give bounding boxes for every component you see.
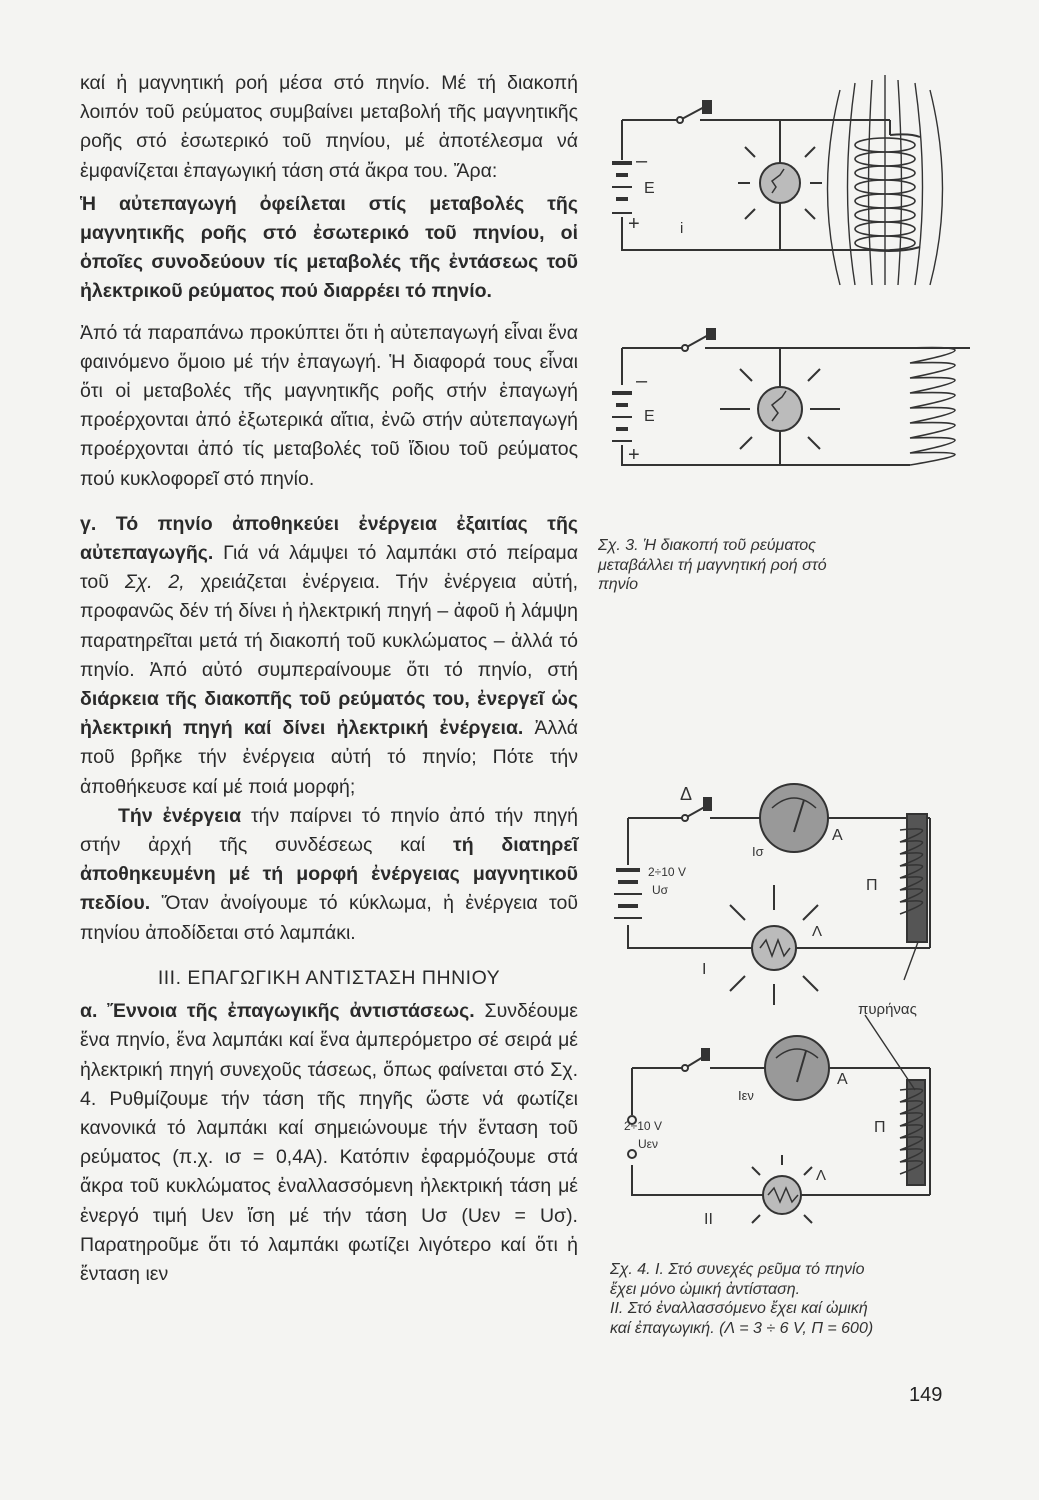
text-column xyxy=(80,69,578,1289)
page-number: 149 xyxy=(909,1384,943,1406)
section-heading: ΙΙΙ. ΕΠΑΓΩΓΙΚΗ ΑΝΤΙΣΤΑΣΗ ΠΗΝΙΟΥ xyxy=(157,966,501,989)
definition-bold: Ἡ αὐτεπαγωγή ὀφείλεται στίς μεταβολές τῆς μαγνητικῆς ροῆς στό ἐσωτερικό τοῦ πηνίου, οἱ ὁποῖες συνοδεύουν τίς μεταβολές τῆς ἐντάσεως τοῦ ἠλεκτρικοῦ ρεύματος πού διαρρέει τό πηνίο. xyxy=(80,192,578,303)
fig4-A2: A xyxy=(837,1071,848,1088)
subheading-alpha: α. Ἔννοια τῆς ἐπαγωγικῆς ἀντιστάσεως. xyxy=(80,1000,475,1023)
definition-self-induction xyxy=(80,190,578,307)
figure-3-caption: Σχ. 3. Ἡ διακοπή τοῦ ρεύματος μεταβάλλει τή μαγνητική ροή στό πηνίο xyxy=(598,537,827,593)
fig4-Lambda2: Λ xyxy=(816,1167,827,1184)
fig4-I: I xyxy=(702,961,707,978)
figure-3 xyxy=(600,75,1000,485)
fig3-plus: + xyxy=(628,213,640,235)
fig4-Delta: Δ xyxy=(680,784,693,804)
fig4-Pi2: Π xyxy=(874,1119,886,1136)
fig4-V2: 2÷10 V xyxy=(624,1119,662,1133)
figure-reference: Σχ. 2, xyxy=(124,571,185,594)
fig4-II: II xyxy=(704,1211,713,1228)
fig4-Is: Iσ xyxy=(752,844,764,859)
fig3b-minus: – xyxy=(636,370,648,392)
fig3b-plus: + xyxy=(628,444,640,466)
fig4-Iev: Iεν xyxy=(738,1088,754,1103)
figure-4-caption: Σχ. 4. Ι. Στό συνεχές ρεῦμα τό πηνίο ἔχει μόνο ὠμική ἀντίσταση. ΙΙ. Στό ἐναλλασσόμενο ἔχει καί ὠμική καί ἐπαγωγική. (Λ = 3 ÷ 6 V, Π = 600) xyxy=(610,1261,874,1337)
fig4-V1: 2÷10 V xyxy=(648,865,686,879)
paragraph-1: καί ἡ μαγνητική ροή μέσα στό πηνίο. Μέ τή διακοπή λοιπόν τοῦ ρεύματος συμβαίνει μεταβολή τῆς μαγνητικῆς ροῆς στό ἐσωτερικό τοῦ πηνίου, μέ ἀποτέλεσμα νά ἐμφανίζεται ἐπαγωγική τάση στά ἄκρα του. Ἄρα: xyxy=(80,72,578,182)
fig3-minus: – xyxy=(636,150,648,172)
fig4-Us: Uσ xyxy=(652,883,669,897)
paragraph-3: Ἀπό τά παραπάνω προκύπτει ὅτι ἡ αὐτεπαγωγή εἶναι ἕνα φαινόμενο ὅμοιο μέ τήν ἐπαγωγή. Ἡ διαφορά τους εἶναι ὅτι οἱ μεταβολές τῆς μαγνητικῆς ροῆς στήν ἐπαγωγή προέρχονται ἀπό ἐξωτερικά αἴτια, ἐνῶ στήν αὐτεπαγωγή προέρχονται ἀπό τίς μεταβολές τοῦ ἴδιου τοῦ ρεύματος πού κυκλοφορεῖ στό πηνίο. xyxy=(80,321,578,490)
fig3b-E: E xyxy=(644,408,655,425)
fig4-Uev: Uεν xyxy=(638,1137,659,1151)
paragraph-4: γ. Τό πηνίο ἀποθηκεύει ἐνέργεια ἐξαιτίας τῆς αὐτεπαγωγῆς. Γιά νά λάμψει τό λαμπάκι στό πείραμα τοῦ Σχ. 2, χρειάζεται ἐνέργεια. Τήν ἐνέργεια αὐτή, προφανῶς δέν τή δίνει ἡ ἠλεκτρική πηγή – ἀφοῦ ἡ λάμψη παρατηρεῖται μετά τή διακοπή τοῦ κυκλώματος – ἀλλά τό πηνίο. Ἀπό αὐτό συμπεραίνουμε ὅτι τό πηνίο, στή διάρκεια τῆς διακοπῆς τοῦ ρεύματός του, ἐνεργεῖ ὡς ἠλεκτρική πηγή καί δίνει ἠλεκτρική ἐνέργεια. Ἀλλά ποῦ βρῆκε τήν ἐνέργεια αὐτή τό πηνίο; Πότε τήν ἀποθήκευσε καί μέ ποιά μορφή; xyxy=(80,512,579,798)
fig4-core: πυρήνας xyxy=(858,1001,917,1018)
paragraph-5: Τήν ἐνέργεια τήν παίρνει τό πηνίο ἀπό τήν πηγή στήν ἀρχή τῆς συνδέσεως καί τή διατηρεῖ ἀποθηκευμένη μέ τή μορφή ἐνέργειας μαγνητικοῦ πεδίου. Ὅταν ἀνοίγουμε τό κύκλωμα, ἡ ἐνέργεια τοῦ πηνίου ἀποδίδεται στό λαμπάκι. xyxy=(80,804,578,944)
paragraph-6: α. Ἔννοια τῆς ἐπαγωγικῆς ἀντιστάσεως. Συνδέουμε ἕνα πηνίο, ἕνα λαμπάκι καί ἕνα ἀμπερόμετρο σέ σειρά μέ ἠλεκτρική πηγή συνεχοῦς τάσεως, ὅπως φαίνεται στό Σχ. 4. Ρυθμίζουμε τήν τάση τῆς πηγῆς ὥστε νά φωτίζει κανονικά τό λαμπάκι καί σημειώνουμε τήν ἔνταση τοῦ ρεύματος (π.χ. ισ = 0,4Α). Κατόπιν ἐφαρμόζουμε στά ἄκρα τοῦ κυκλώματος ἐναλλασσόμενη ἠλεκτρική τάση μέ ἐνεργό τιμή Uεν ἴση μέ τήν τάση Uσ (Uεν = Uσ). Παρατηροῦμε ὅτι τό λαμπάκι φωτίζει λιγότερο καί ὅτι ἡ ἔνταση ιεν xyxy=(80,1000,578,1285)
fig4-Lambda1: Λ xyxy=(812,923,823,940)
fig4-A1: A xyxy=(832,827,843,844)
subheading-gamma: γ. Τό πηνίο ἀποθηκεύει ἐνέργεια ἐξαιτίας τῆς αὐτεπαγωγῆς. xyxy=(80,512,578,565)
figure-4 xyxy=(600,770,1000,1240)
fig4-Pi1: Π xyxy=(866,877,878,894)
fig3-E: E xyxy=(644,180,655,197)
fig3-i: i xyxy=(680,220,684,237)
